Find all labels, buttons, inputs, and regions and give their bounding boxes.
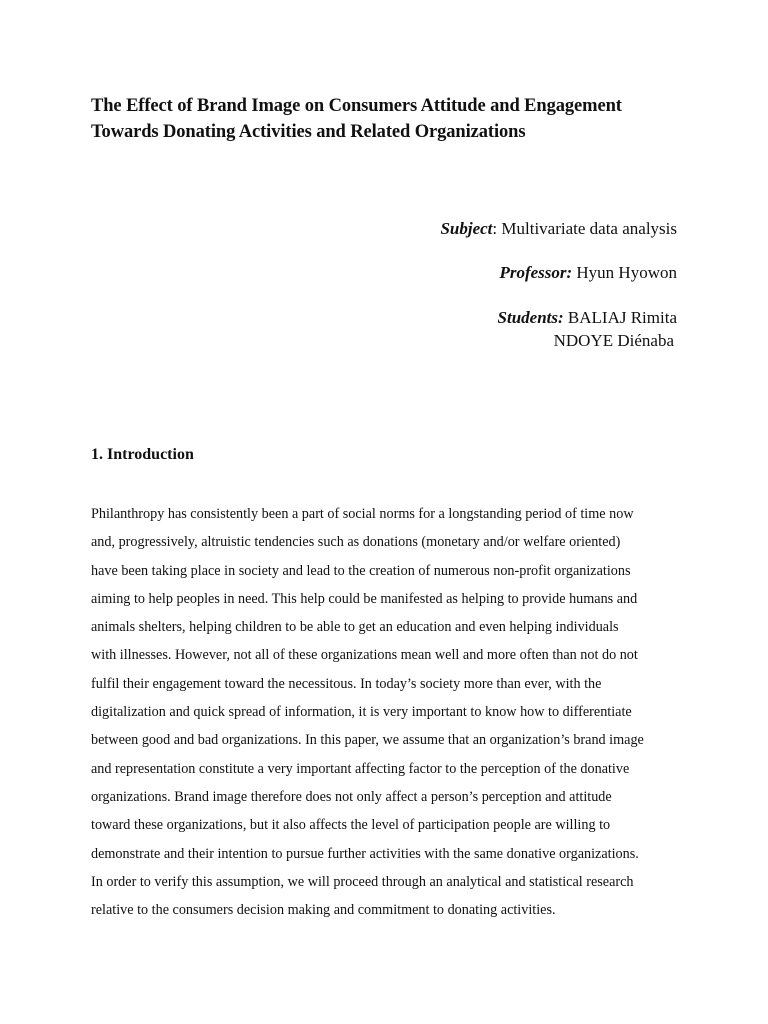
paragraph-line: relative to the consumers decision making and commitment to donating activities. <box>91 902 556 919</box>
paragraph-line: Philanthropy has consistently been a part of social norms for a longstanding period of time now <box>91 506 634 522</box>
paragraph-line: aiming to help peoples in need. This help could be manifested as helping to provide humans and <box>91 590 638 607</box>
title-line: The Effect of Brand Image on Consumers Attitude and Engagement <box>91 96 622 116</box>
professor-label: Professor: <box>499 263 573 282</box>
paragraph-line: and representation constitute a very important affecting factor to the perception of the donative <box>91 760 630 777</box>
student-name: NDOYE Diénaba <box>553 331 674 350</box>
subject-value: : Multivariate data analysis <box>492 219 677 238</box>
paragraph-line: toward these organizations, but it also affects the level of participation people are willing to <box>91 817 611 834</box>
introduction-paragraph <box>91 500 691 924</box>
student-name: BALIAJ Rimita <box>563 308 677 327</box>
paragraph-line: have been taking place in society and lead to the creation of numerous non-profit organizations <box>91 562 631 579</box>
paragraph-line: animals shelters, helping children to be able to get an education and even helping individuals <box>91 619 619 636</box>
students-line <box>257 307 677 329</box>
professor-value: Hyun Hyowon <box>572 263 677 282</box>
title-line: Towards Donating Activities and Related Organizations <box>91 122 526 142</box>
subject-label: Subject <box>440 219 493 238</box>
paragraph-line: fulfil their engagement toward the necessitous. In today’s society more than ever, with the <box>91 675 602 692</box>
document-title <box>91 93 711 145</box>
paragraph-line: digitalization and quick spread of information, it is very important to know how to differentiate <box>91 704 632 721</box>
paragraph-line: and, progressively, altruistic tendencies such as donations (monetary and/or welfare oriented) <box>91 534 621 551</box>
students-line-2 <box>374 330 674 352</box>
paragraph-line: organizations. Brand image therefore does not only affect a person’s perception and attitude <box>91 788 612 805</box>
subject-line <box>257 218 677 240</box>
section-heading: 1. Introduction <box>91 446 194 463</box>
paragraph-line: between good and bad organizations. In this paper, we assume that an organization’s brand image <box>91 732 644 749</box>
professor-line <box>257 262 677 284</box>
paragraph-line: In order to verify this assumption, we will proceed through an analytical and statistical research <box>91 873 634 890</box>
students-label: Students: <box>497 308 564 327</box>
paragraph-line: with illnesses. However, not all of these organizations mean well and more often than not do not <box>91 647 638 664</box>
paragraph-line: demonstrate and their intention to pursue further activities with the same donative organizations. <box>91 845 639 862</box>
